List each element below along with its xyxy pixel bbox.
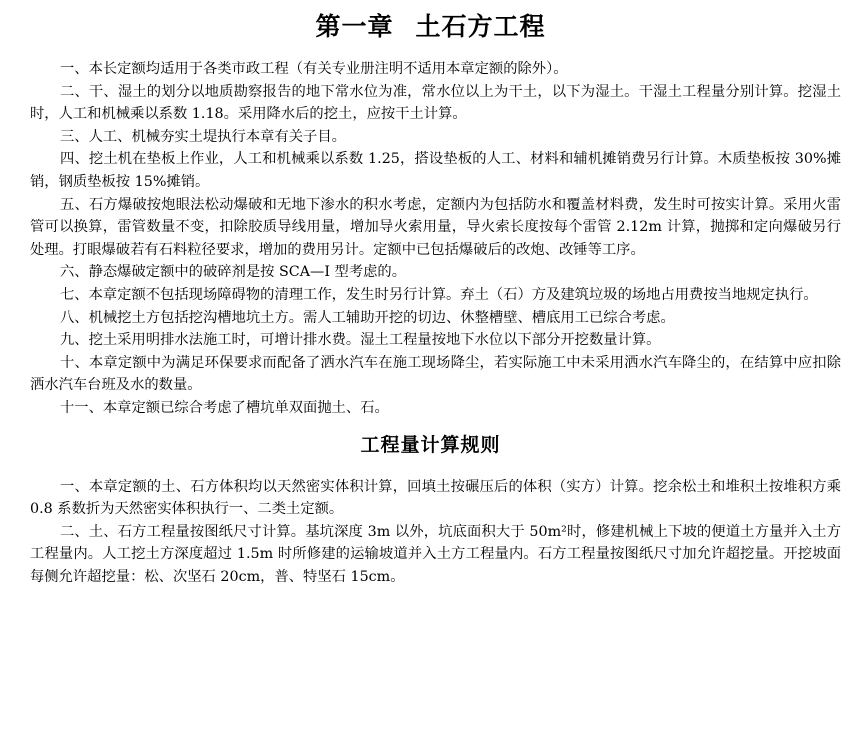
paragraph: 十一、本章定额已综合考虑了槽坑单双面抛土、石。 [60,399,389,416]
chapter-notes [0,58,861,420]
chapter-title [0,0,861,52]
paragraph: 七、本章定额不包括现场障碍物的清理工作，发生时另行计算。弃土（石）方及建筑垃圾的场地占用费按当地规定执行。 [60,286,818,303]
paragraph: 一、本章定额的土、石方体积均以天然密实体积计算，回填土按碾压后的体积（实方）计算。挖余松土和堆积土按堆积方乘 0.8 系数折为天然密实体积执行一、二类土定额。 [30,478,841,518]
paragraph: 四、挖土机在垫板上作业，人工和机械乘以系数 1.25，搭设垫板的人工、材料和辅机摊销费另行计算。木质垫板按 30%摊销，钢质垫板按 15%摊销。 [30,151,841,190]
chapter-name: 土石方工程 [415,12,546,41]
section-title: 工程量计算规则 [360,433,501,456]
paragraph: 五、石方爆破按炮眼法松动爆破和无地下渗水的积水考虑，定额内为包括防水和覆盖材料费，发生时可按实计算。采用火雷管可以换算，雷管数量不变，扣除胶质导线用量，增加导火索用量，导火索长度按每个雷管 2.12m 计算，抛掷和定向爆破另行处理。打眼爆破若有石料粒径要求，增加的费用另计。定额中已包括爆破后的改炮、改锤等工序。 [30,196,841,258]
paragraph: 二、土、石方工程量按图纸尺寸计算。基坑深度 3m 以外，坑底面积大于 50m²时，修建机械上下坡的便道土方量并入土方工程量内。人工挖土方深度超过 1.5m 时所修建的运输坡道并入土方工程量内。石方工程量按图纸尺寸加允许超挖量。开挖坡面每侧允许超挖量：松、次坚石 20cm，普、特坚石 15cm。 [30,523,841,585]
chapter-number: 第一章 [315,12,394,41]
paragraph: 二、干、湿土的划分以地质勘察报告的地下常水位为准，常水位以上为干土，以下为湿土。干湿土工程量分别计算。挖湿土时，人工和机械乘以系数 1.18。采用降水后的挖土，应按干土计算。 [30,83,841,123]
paragraph: 九、挖土采用明排水法施工时，可增计排水费。湿土工程量按地下水位以下部分开挖数量计算。 [60,332,661,349]
paragraph: 三、人工、机械夯实土堤执行本章有关子目。 [60,128,346,145]
paragraph: 六、静态爆破定额中的破碎剂是按 SCA—I 型考虑的。 [60,264,407,281]
paragraph: 八、机械挖土方包括挖沟槽地坑土方。需人工辅助开挖的切边、休整槽壁、槽底用工已综合考虑。 [60,309,675,326]
paragraph: 十、本章定额中为满足环保要求而配备了洒水汽车在施工现场降尘，若实际施工中未采用洒水汽车降尘的，在结算中应扣除洒水汽车台班及水的数量。 [30,354,841,394]
paragraph: 一、本长定额均适用于各类市政工程（有关专业册注明不适用本章定额的除外）。 [60,61,568,77]
calculation-rules [0,476,861,589]
